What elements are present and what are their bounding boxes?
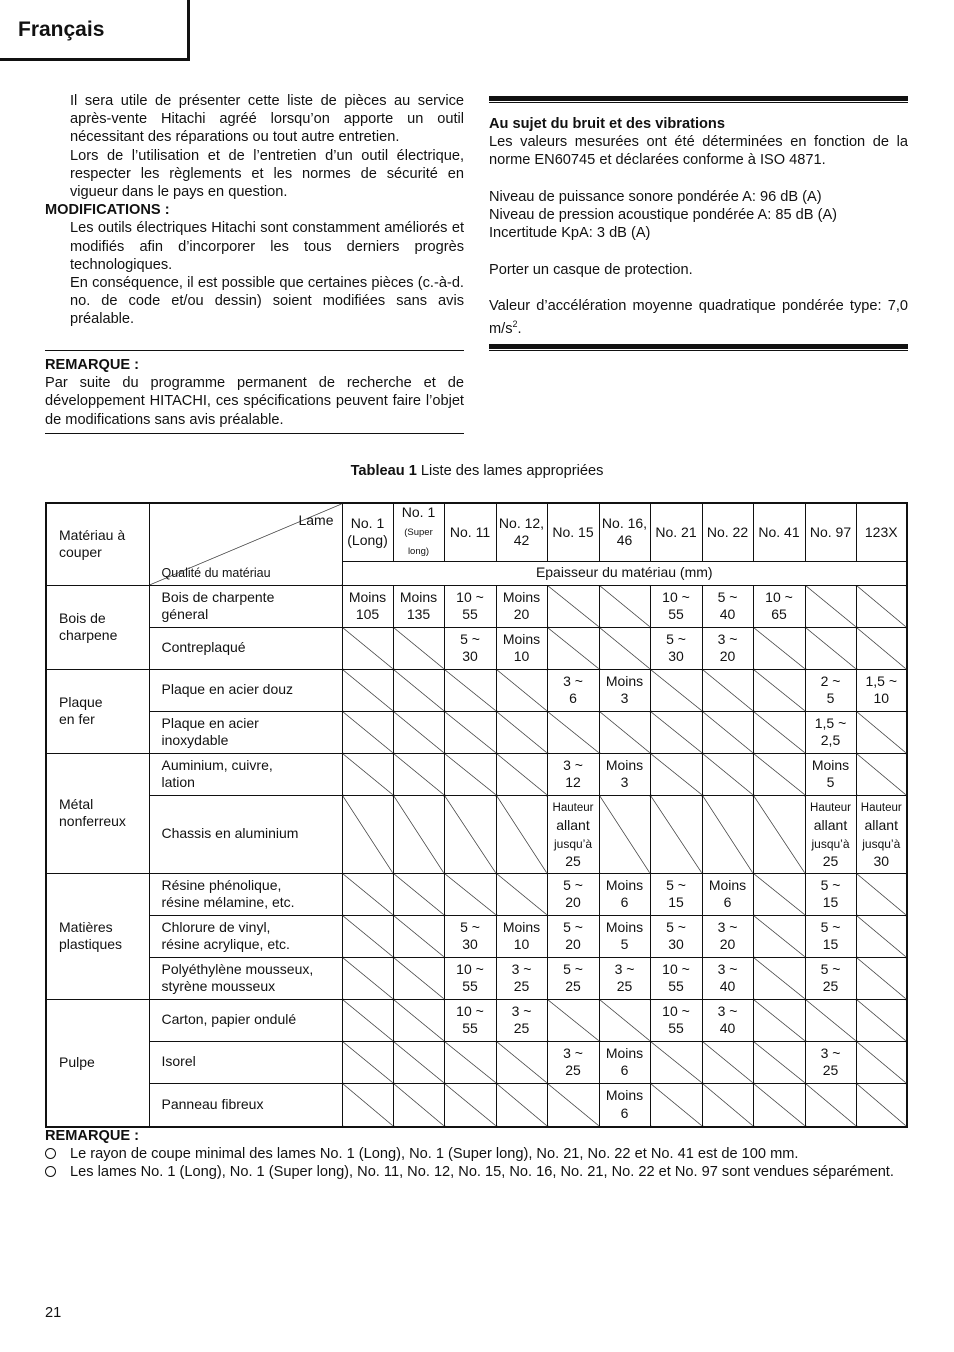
blade-no12: No. 12, 42 <box>496 503 547 561</box>
cell-na <box>805 999 856 1041</box>
circle-bullet-icon <box>45 1166 56 1177</box>
cell-na <box>444 795 496 873</box>
cell-na <box>753 711 805 753</box>
modifications-paragraph-2: En conséquence, il est possible que certaines pièces (c.-à-d. no. de code et/ou dessin) soient modifiées sans avis préalable. <box>70 275 464 328</box>
table-row <box>46 999 907 1041</box>
remark-text: Par suite du programme permanent de recherche et de développement HITACHI, ces spécifications peuvent faire l’objet de modifications sans avis préalable. <box>45 375 464 428</box>
cell-na <box>856 627 907 669</box>
table-row <box>46 627 907 669</box>
note-text-2: Les lames No. 1 (Long), No. 1 (Super long), No. 11, No. 12, No. 15, No. 16, No. 21, No. 22 et No. 97 sont vendues séparément. <box>70 1164 894 1181</box>
cell-value: 3 ~ 20 <box>702 915 753 957</box>
intro-paragraph-1: Il sera utile de présenter cette liste de pièces au service après-vente Hitachi agréé lorsqu’on apporte un outil nécessitant des réparations ou tout autre entretien. <box>70 93 464 146</box>
cell-na <box>342 795 393 873</box>
category-wood: Bois de charpene <box>46 585 149 669</box>
ear-protection-note: Porter un casque de protection. <box>489 261 693 278</box>
cell-value: 10 ~ 55 <box>650 999 702 1041</box>
blade-no97: No. 97 <box>805 503 856 561</box>
blade-no11: No. 11 <box>444 503 496 561</box>
left-column <box>45 92 464 329</box>
vibration-value: Valeur d’accélération moyenne quadratique pondérée type: 7,0 $m/s^2$. <box>489 297 908 338</box>
cell-na <box>547 711 599 753</box>
cell-na <box>496 795 547 873</box>
cell-na <box>650 669 702 711</box>
cell-na <box>650 711 702 753</box>
circle-bullet-icon <box>45 1148 56 1159</box>
material-stainless-steel: Plaque en acier inoxydable <box>149 711 342 753</box>
material-lumber: Bois de charpente géneral <box>149 585 342 627</box>
material-polyethylene-foam: Polyéthylène mousseux, styrène mousseux <box>149 957 342 999</box>
cell-na <box>599 585 650 627</box>
cell-na <box>856 711 907 753</box>
table-row <box>46 711 907 753</box>
cell-value: 1,5 ~ 2,5 <box>805 711 856 753</box>
note-text-1: Le rayon de coupe minimal des lames No. 1 (Long), No. 1 (Super long), No. 21, No. 22 et No. 41 est de 100 mm. <box>70 1146 799 1163</box>
cell-value: 5 ~ 20 <box>547 873 599 915</box>
cell-value: 5 ~ 15 <box>650 873 702 915</box>
material-plywood: Contreplaqué <box>149 627 342 669</box>
blade-no15: No. 15 <box>547 503 599 561</box>
cell-value: 5 ~ 15 <box>805 915 856 957</box>
cell-value: 10 ~ 55 <box>444 957 496 999</box>
cell-na <box>856 957 907 999</box>
material-mild-steel: Plaque en acier douz <box>149 669 342 711</box>
cell-value: 5 ~ 40 <box>702 585 753 627</box>
cell-value: Moins 105 <box>342 585 393 627</box>
material-aluminium-copper: Auminium, cuivre, lation <box>149 753 342 795</box>
cell-na <box>547 999 599 1041</box>
cell-na <box>342 957 393 999</box>
cell-na <box>753 627 805 669</box>
cell-value: 3 ~ 40 <box>702 999 753 1041</box>
cell-value: Moins 3 <box>599 753 650 795</box>
cell-na <box>856 873 907 915</box>
modifications-title: MODIFICATIONS : <box>45 202 170 219</box>
cell-na <box>496 873 547 915</box>
cell-value: 10 ~ 55 <box>650 957 702 999</box>
cell-na <box>496 711 547 753</box>
cell-na <box>702 795 753 873</box>
intro-paragraph-2: Lors de l’utilisation et de l’entretien d’un outil électrique, respecter les règlements et les normes de sécurité en vigueur dans le pays en question. <box>70 147 464 201</box>
cell-na <box>702 1083 753 1127</box>
table-row <box>46 873 907 915</box>
cell-na <box>496 669 547 711</box>
cell-value: 5 ~ 30 <box>650 627 702 669</box>
table-row <box>46 795 907 873</box>
cell-value: 5 ~ 30 <box>444 915 496 957</box>
blade-no1-long: No. 1 (Long) <box>342 503 393 561</box>
cell-na <box>650 753 702 795</box>
cell-na <box>856 1041 907 1083</box>
cell-value: 3 ~ 25 <box>496 999 547 1041</box>
cell-na <box>599 999 650 1041</box>
cell-value: Hauteur allant jusqu’à 30 <box>856 795 907 873</box>
note-item <box>45 1145 908 1163</box>
cell-na <box>753 957 805 999</box>
blade-no16: No. 16, 46 <box>599 503 650 561</box>
blade-no1-superlong: No. 1 (Super long) <box>393 503 444 561</box>
cell-na <box>393 711 444 753</box>
material-vinyl-chloride: Chlorure de vinyl, résine acrylique, etc. <box>149 915 342 957</box>
cell-na <box>753 873 805 915</box>
cell-value: Moins 135 <box>393 585 444 627</box>
cell-na <box>393 999 444 1041</box>
top-rule <box>489 96 908 101</box>
cell-value: 3 ~ 25 <box>805 1041 856 1083</box>
cell-value: 3 ~ 6 <box>547 669 599 711</box>
noise-title: Au sujet du bruit et des vibrations <box>489 116 725 132</box>
cell-na <box>444 753 496 795</box>
cell-na <box>753 999 805 1041</box>
cell-value: 10 ~ 65 <box>753 585 805 627</box>
language-label: Français <box>18 18 105 41</box>
notes-section <box>45 1127 908 1182</box>
blade-no21: No. 21 <box>650 503 702 561</box>
material-hardboard: Isorel <box>149 1041 342 1083</box>
cell-na <box>702 753 753 795</box>
uncertainty: Incertitude KpA: 3 dB (A) <box>489 225 651 242</box>
table-caption: Tableau 1 Liste des lames appropriées <box>350 463 604 479</box>
cell-na <box>393 795 444 873</box>
blade-no41: No. 41 <box>753 503 805 561</box>
material-fiberboard: Panneau fibreux <box>149 1083 342 1127</box>
cell-na <box>753 795 805 873</box>
modifications-paragraph-1: Les outils électriques Hitachi sont constamment améliorés et modifiés afin d’incorporer les tous derniers progrès technologiques. <box>70 220 464 273</box>
cell-na <box>650 795 702 873</box>
cell-na <box>342 873 393 915</box>
noise-vibration-section <box>489 96 908 351</box>
cell-na <box>393 669 444 711</box>
cell-value: Moins 10 <box>496 915 547 957</box>
cell-na <box>393 627 444 669</box>
header-material: Matériau à couper <box>46 503 149 585</box>
cell-na <box>856 999 907 1041</box>
cell-na <box>342 1041 393 1083</box>
material-cardboard: Carton, papier ondulé <box>149 999 342 1041</box>
cell-na <box>444 1083 496 1127</box>
cell-na <box>393 1041 444 1083</box>
cell-na <box>753 753 805 795</box>
cell-na <box>599 795 650 873</box>
cell-na <box>393 915 444 957</box>
cell-na <box>342 753 393 795</box>
cell-na <box>342 999 393 1041</box>
sound-power-level: Niveau de puissance sonore pondérée A: 96 dB (A) <box>489 188 822 205</box>
cell-na <box>856 753 907 795</box>
cell-value: 3 ~ 20 <box>702 627 753 669</box>
cell-value: 10 ~ 55 <box>650 585 702 627</box>
cell-na <box>547 627 599 669</box>
cell-value: 5 ~ 15 <box>805 873 856 915</box>
cell-na <box>856 915 907 957</box>
header-blade-label: Lame <box>298 512 334 528</box>
cell-na <box>650 1041 702 1083</box>
cell-na <box>805 585 856 627</box>
cell-na <box>805 1083 856 1127</box>
cell-na <box>599 711 650 753</box>
remark-box <box>45 350 464 434</box>
cell-value: 3 ~ 25 <box>547 1041 599 1083</box>
blade-table <box>45 502 908 1128</box>
cell-value: 5 ~ 30 <box>650 915 702 957</box>
table-row <box>46 669 907 711</box>
cell-value: 3 ~ 25 <box>599 957 650 999</box>
cell-value: 1,5 ~ 10 <box>856 669 907 711</box>
cell-value: Moins 6 <box>702 873 753 915</box>
cell-value: Moins 10 <box>496 627 547 669</box>
cell-na <box>444 669 496 711</box>
cell-na <box>702 1041 753 1083</box>
cell-value: Moins 5 <box>599 915 650 957</box>
category-nonferrous: Métal nonferreux <box>46 753 149 873</box>
cell-na <box>393 957 444 999</box>
cell-na <box>702 711 753 753</box>
cell-na <box>753 915 805 957</box>
cell-value: 5 ~ 25 <box>805 957 856 999</box>
cell-na <box>444 1041 496 1083</box>
cell-na <box>856 585 907 627</box>
notes-title: REMARQUE : <box>45 1128 140 1144</box>
cell-na <box>753 1041 805 1083</box>
cell-na <box>702 669 753 711</box>
blade-123x: 123X <box>856 503 907 561</box>
cell-na <box>599 627 650 669</box>
material-phenolic-resin: Résine phénolique, résine mélamine, etc. <box>149 873 342 915</box>
cell-value: Moins 3 <box>599 669 650 711</box>
cell-value: 2 ~ 5 <box>805 669 856 711</box>
cell-value: 3 ~ 40 <box>702 957 753 999</box>
cell-value: Hauteur allant jusqu’à 25 <box>805 795 856 873</box>
cell-na <box>496 1041 547 1083</box>
cell-value: Moins 6 <box>599 873 650 915</box>
page-number: 21 <box>45 1305 62 1321</box>
table-row <box>46 957 907 999</box>
cell-na <box>547 585 599 627</box>
material-aluminium-frame: Chassis en aluminium <box>149 795 342 873</box>
cell-value: 5 ~ 20 <box>547 915 599 957</box>
cell-na <box>856 1083 907 1127</box>
blade-header-row <box>46 503 907 561</box>
noise-paragraph: Les valeurs mesurées ont été déterminées en fonction de la norme EN60745 et déclarées conforme à ISO 4871. <box>489 134 908 169</box>
cell-na <box>342 669 393 711</box>
cell-value: 3 ~ 12 <box>547 753 599 795</box>
sound-pressure-level: Niveau de pression acoustique pondérée A: 85 dB (A) <box>489 207 838 223</box>
bottom-rule <box>489 344 908 349</box>
cell-na <box>342 915 393 957</box>
note-item <box>45 1163 908 1181</box>
blade-no22: No. 22 <box>702 503 753 561</box>
cell-na <box>342 1083 393 1127</box>
cell-na <box>393 1083 444 1127</box>
cell-value: 5 ~ 30 <box>444 627 496 669</box>
table-row <box>46 585 907 627</box>
category-pulp: Pulpe <box>46 999 149 1127</box>
cell-na <box>650 1083 702 1127</box>
cell-value: 5 ~ 25 <box>547 957 599 999</box>
cell-na <box>393 753 444 795</box>
cell-value: Hauteur allant jusqu’à 25 <box>547 795 599 873</box>
cell-na <box>444 711 496 753</box>
table-row <box>46 915 907 957</box>
cell-na <box>753 1083 805 1127</box>
header-quality-label: Qualité du matériau <box>161 566 271 580</box>
cell-na <box>393 873 444 915</box>
language-tab <box>0 0 190 61</box>
cell-value: 10 ~ 55 <box>444 999 496 1041</box>
cell-na <box>753 669 805 711</box>
cell-value: Moins 6 <box>599 1041 650 1083</box>
cell-na <box>342 711 393 753</box>
remark-title: REMARQUE : <box>45 357 140 373</box>
cell-na <box>496 753 547 795</box>
cell-na <box>496 1083 547 1127</box>
table-row <box>46 1083 907 1127</box>
header-diagonal <box>149 503 342 585</box>
cell-value: 3 ~ 25 <box>496 957 547 999</box>
category-plastics: Matières plastiques <box>46 873 149 999</box>
thickness-header: Epaisseur du matériau (mm) <box>342 561 907 585</box>
cell-value: Moins 6 <box>599 1083 650 1127</box>
table-row <box>46 753 907 795</box>
cell-value: Moins 5 <box>805 753 856 795</box>
cell-na <box>547 1083 599 1127</box>
cell-na <box>805 627 856 669</box>
cell-na <box>444 873 496 915</box>
cell-value: 10 ~ 55 <box>444 585 496 627</box>
category-iron-plate: Plaque en fer <box>46 669 149 753</box>
cell-na <box>342 627 393 669</box>
cell-value: Moins 20 <box>496 585 547 627</box>
table-row <box>46 1041 907 1083</box>
